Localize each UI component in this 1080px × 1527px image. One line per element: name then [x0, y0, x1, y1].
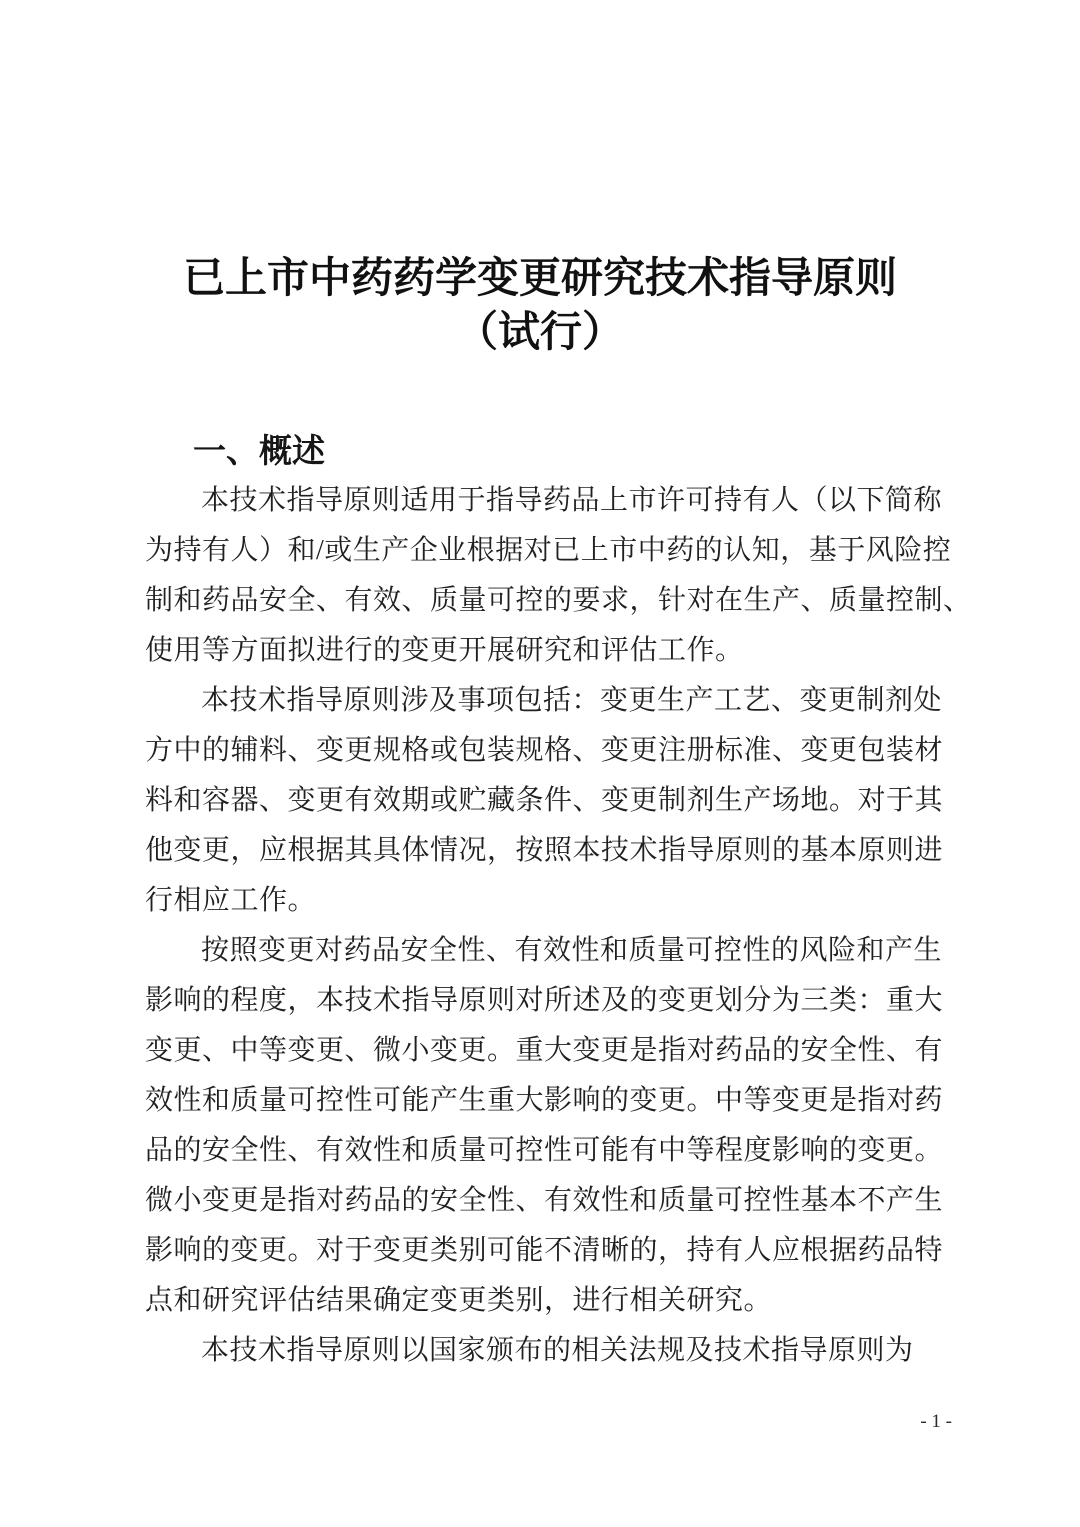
paragraph	[145, 676, 957, 926]
title-block	[0, 0, 1080, 360]
body-line: 效性和质量可控性可能产生重大影响的变更。中等变更是指对药	[145, 1085, 944, 1116]
section-heading-overview: 一、概述	[193, 432, 325, 469]
document-title-line-1: 已上市中药药学变更研究技术指导原则	[182, 256, 897, 302]
document-body	[145, 426, 972, 1376]
body-line: 按照变更对药品安全性、有效性和质量可控性的风险和产生	[201, 935, 943, 966]
body-line: 点和研究评估结果确定变更类别，进行相关研究。	[145, 1285, 773, 1316]
body-line: 使用等方面拟进行的变更开展研究和评估工作。	[145, 635, 744, 666]
body-line: 本技术指导原则适用于指导药品上市许可持有人（以下简称	[201, 485, 943, 516]
document-title-line-2: （试行）	[455, 310, 624, 356]
page-number: - 1 -	[920, 1411, 952, 1432]
body-line: 行相应工作。	[145, 885, 317, 916]
body-line: 料和容器、变更有效期或贮藏条件、变更制剂生产场地。对于其	[145, 785, 944, 816]
paragraph	[145, 476, 972, 676]
body-line: 为持有人）和/或生产企业根据对已上市中药的认知，基于风险控	[145, 535, 952, 566]
body-line: 微小变更是指对药品的安全性、有效性和质量可控性基本不产生	[145, 1185, 944, 1216]
body-line: 本技术指导原则涉及事项包括：变更生产工艺、变更制剂处	[201, 685, 943, 716]
body-line: 制和药品安全、有效、质量可控的要求，针对在生产、质量控制、	[145, 585, 972, 616]
body-line: 方中的辅料、变更规格或包装规格、变更注册标准、变更包装材	[145, 735, 944, 766]
body-line: 品的安全性、有效性和质量可控性可能有中等程度影响的变更。	[145, 1135, 944, 1166]
body-line: 影响的程度，本技术指导原则对所述及的变更划分为三类：重大	[145, 985, 944, 1016]
body-line: 本技术指导原则以国家颁布的相关法规及技术指导原则为	[201, 1335, 914, 1366]
paragraph	[145, 1326, 957, 1376]
paragraph	[145, 926, 957, 1326]
body-line: 变更、中等变更、微小变更。重大变更是指对药品的安全性、有	[145, 1035, 944, 1066]
body-line: 他变更，应根据其具体情况，按照本技术指导原则的基本原则进	[145, 835, 944, 866]
body-line: 影响的变更。对于变更类别可能不清晰的，持有人应根据药品特	[145, 1235, 944, 1266]
